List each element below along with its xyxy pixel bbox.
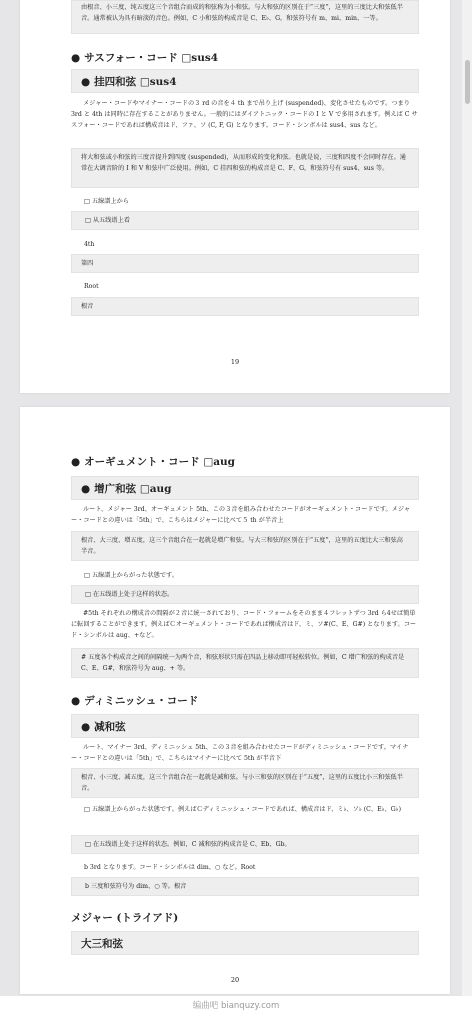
- page-number: 20: [230, 976, 240, 984]
- aug-paragraph-cn-box: [71, 531, 419, 561]
- aug-paragraph2-cn: # 五度各个构成音之间的间隔统一为两个音，和弦形状只需在四品上移动即可轻松转位。例如，C 增广和弦的构成音是 C、E、G#，和弦符号为 aug、+ 等。: [81, 654, 405, 672]
- bullet-icon: ●: [71, 52, 81, 64]
- list-item: □ 在五线谱上处于这样的状态。例如，C 减和弦的构成音是 C、Eb、Gb。: [71, 835, 419, 854]
- list-item: □ 在五线谱上处于这样的状态。: [71, 585, 419, 604]
- aug-paragraph-cn: 根音、大三度、增五度，这三个音组合在一起就是增广和弦。与大三和弦的区别在于“五度”，这里的五度比大三和弦高半音。: [81, 537, 403, 555]
- section-subheading-aug: ● 增广和弦 □aug: [71, 476, 419, 500]
- page-number: 19: [230, 358, 240, 366]
- bullet-icon: ●: [81, 483, 91, 495]
- list-item: □ 五線譜上から: [84, 198, 129, 205]
- aug-paragraph2-ja: #5th それぞれの構成音の間隔が２音に統一されており、コード・フォームをそのまま４フレットずつ 3rd ら4せば簡単に転回することができます。例えばＣオーギュメント・コードであれば構成音はド、ミ、ソ#(C、E、G#) となります。コード・シンボルは aug、+など。: [71, 610, 417, 639]
- list-item: 第四: [71, 254, 419, 273]
- list-item: □ 从五线谱上看: [71, 211, 419, 230]
- sus4-paragraph-ja: メジャー・コードやマイナー・コードの３ rd の音を４ th まで吊り上げ (suspended)、変化させたものです。つまり 3rd と 4th は同時に存在することがありません。一般的にはダイアトニック・コードの I と V で多用されます。例えば C サスフォー・コードであれば構成音はド、ファ、ソ (C, F, G) となります。コード・シンボルは sus4、sus など。: [71, 100, 418, 129]
- list-item: □ 五線譜上からがった状態です。例えばＣディミニッシュ・コードであれば、構成音はド、ミ♭、ソ♭ (C、E♭、G♭): [84, 806, 401, 813]
- aug-paragraph-ja: ルート、メジャー 3rd、オーギュメント 5th、この３音を組み合わせたコードがオーギュメント・コードです。メジャー・コードとの違いは「5th」で、こちらはメジャーに比べて５ th が半音上: [71, 506, 411, 524]
- section-heading-sus4: ● サスフォー・コード □sus4: [71, 52, 219, 64]
- dim-paragraph-cn-box: [71, 768, 419, 798]
- list-item: b 3rd となります。コード・シンボルは dim、○ など。Root: [84, 864, 256, 871]
- minor-chord-note: 由根音、小三度、纯五度这三个音组合而成的和弦称为小和弦。与大和弦的区别在于“三度”，这里的三度比大和弦低半音。通常被认为具有暗淡的音色。例如，C 小和弦的构成音是 C、E♭、G，和弦符号有 m、mi、min、一等。: [81, 4, 403, 22]
- section-subheading-dim: ● 减和弦: [71, 714, 419, 738]
- list-item: □ 五線譜上からがった状態です。: [84, 572, 178, 579]
- scrollbar[interactable]: [462, 0, 472, 1024]
- bullet-icon: ●: [81, 76, 91, 88]
- list-item: 4th: [84, 241, 95, 248]
- aug-paragraph2-cn-box: [71, 648, 419, 678]
- dim-paragraph-ja: ルート、マイナー 3rd、ディミニッシュ 5th、この３音を組み合わせたコードがディミニッシュ・コードです。マイナー・コードとの違いは「5th」で、こちらはマイナーに比べて 5th が半音下: [71, 744, 409, 762]
- list-item: Root: [84, 283, 99, 290]
- list-item: b 三度和弦符号为 dim、○ 等。根音: [71, 877, 419, 896]
- section-heading-major: メジャー (トライアド): [71, 912, 179, 924]
- watermark: 编曲吧 bianquzy.com: [0, 996, 472, 1024]
- bullet-icon: ●: [81, 721, 91, 733]
- document-page-20: [20, 407, 450, 994]
- dim-paragraph-cn: 根音、小三度、减五度，这三个音组合在一起就是减和弦。与小三和弦的区别在于“五度”，这里的五度比小三和弦低半音。: [81, 774, 403, 792]
- document-page-19: [20, 0, 450, 393]
- scrollbar-thumb[interactable]: [465, 60, 470, 104]
- bullet-icon: ●: [71, 695, 81, 707]
- section-subheading-major: 大三和弦: [71, 931, 419, 955]
- sus4-paragraph-cn: 将大和弦或小和弦的三度音提升到四度 (suspended)，从而形成的变化和弦。也就是说，三度和四度不会同时存在。通常在大调音阶的 I 和 V 和弦中广泛使用。例如，C 挂四和弦的构成音是 C、F、G，和弦符号有 sus4、sus 等。: [81, 154, 406, 172]
- minor-chord-note-box: [71, 0, 419, 34]
- bullet-icon: ●: [71, 456, 81, 468]
- sus4-paragraph-cn-box: [71, 148, 419, 188]
- section-subheading-sus4: ● 挂四和弦 □sus4: [71, 69, 419, 93]
- section-heading-dim: ● ディミニッシュ・コード: [71, 695, 199, 707]
- section-heading-aug: ● オーギュメント・コード □aug: [71, 456, 236, 468]
- list-item: 根音: [71, 297, 419, 316]
